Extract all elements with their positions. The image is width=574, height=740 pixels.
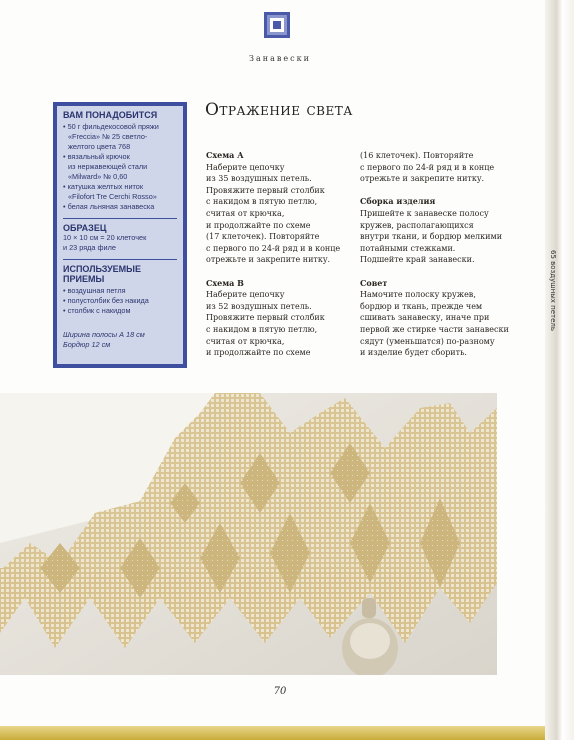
text-line: и продолжайте по схеме — [206, 348, 311, 358]
text-line: (16 клеточек). Повторяйте — [360, 151, 474, 160]
text-line: Наберите цепочку — [206, 162, 285, 172]
sample-line: 10 × 10 см = 20 клеточек — [63, 233, 147, 242]
text-line: первой же стирке части занавески — [360, 324, 509, 334]
text-line — [360, 266, 520, 278]
technique-item: • полустолбик без накида — [63, 296, 149, 305]
text-line: кружев, располагающихся — [360, 220, 474, 230]
technique-item: • воздушная петля — [63, 286, 126, 295]
text-line: с первого по 24-й ряд и в конце — [360, 162, 495, 172]
text-line: бордюр и ткань, прежде чем — [360, 301, 483, 311]
text-line: и продолжайте по схеме — [206, 220, 311, 230]
needed-line: • 50 г фильдекосовой пряжи — [63, 122, 159, 131]
text-line: отрежьте и закрепите нитку. — [206, 255, 331, 265]
text-line: Провяжите первый столбик — [206, 313, 325, 323]
page-number: 70 — [273, 686, 287, 697]
subsection-heading: Совет — [360, 277, 388, 288]
box-divider — [63, 253, 177, 260]
book-gutter — [545, 0, 574, 740]
needed-line: желтого цвета 768 — [68, 142, 131, 151]
text-line: отрежьте и закрепите нитку. — [360, 174, 485, 184]
book-logo-icon — [264, 12, 290, 38]
needed-heading: ВАМ ПОНАДОБИТСЯ — [63, 110, 158, 120]
box-divider — [63, 212, 177, 219]
needed-line: «Milward» № 0,60 — [68, 172, 128, 181]
size-note-line: Ширина полосы А 18 см — [63, 330, 145, 339]
text-column-1 — [206, 150, 356, 359]
text-line: считая от крючка, — [206, 208, 285, 218]
text-line: Подшейте край занавески. — [360, 255, 475, 265]
text-line — [360, 185, 520, 197]
needed-list — [63, 122, 177, 212]
text-line: сядут (уменьшатся) по-разному — [360, 336, 495, 346]
materials-box — [53, 102, 187, 368]
needed-line: «Filofort Tre Cerchi Rosso» — [68, 192, 157, 201]
text-line: из 35 воздушных петель. — [206, 174, 312, 184]
techniques-heading: ИСПОЛЬЗУЕМЫЕ ПРИЕМЫ — [63, 264, 141, 284]
text-line: с накидом в пятую петлю, — [206, 197, 318, 207]
text-line — [206, 266, 356, 278]
text-line: сшивать занавеску, иначе при — [360, 313, 490, 323]
text-line: с накидом в пятую петлю, — [206, 324, 318, 334]
article-title: Отражение света — [205, 100, 353, 120]
text-line: и изделие будет сборить. — [360, 348, 467, 358]
needed-line: из нержавеющей стали — [68, 162, 148, 171]
techniques-list — [63, 286, 177, 316]
subsection-heading: Схема А — [206, 150, 244, 160]
text-line: с первого по 24-й ряд и в конце — [206, 243, 341, 253]
text-line: из 52 воздушных петель. — [206, 301, 312, 311]
text-line: (17 клеточек). Повторяйте — [206, 232, 320, 242]
section-title: Занавески — [249, 54, 311, 63]
size-note — [63, 330, 177, 350]
text-line: Намочите полоску кружев, — [360, 290, 476, 300]
sample-line: и 23 ряда филе — [63, 243, 116, 252]
edge-text: 65 воздушных петель — [549, 250, 557, 331]
lace-curtain-photo — [0, 393, 497, 675]
needed-line: • катушка желтых ниток — [63, 182, 144, 191]
bottom-strip — [0, 726, 560, 740]
text-line: потайными стежками. — [360, 243, 456, 253]
needed-line: • белая льняная занавеска — [63, 202, 155, 211]
needed-line: • вязальный крючок — [63, 152, 130, 161]
technique-item: • столбик с накидом — [63, 306, 131, 315]
subsection-heading: Схема В — [206, 277, 244, 288]
sample-heading: ОБРАЗЕЦ — [63, 223, 107, 233]
text-line: внутри ткани, и бордюр мелкими — [360, 232, 503, 242]
subsection-heading: Сборка изделия — [360, 196, 436, 207]
needed-line: «Freccia» № 25 светло- — [68, 132, 148, 141]
size-note-line: Бордюр 12 см — [63, 340, 111, 349]
text-line: Пришейте к занавеске полосу — [360, 208, 489, 218]
text-line: Провяжите первый столбик — [206, 185, 325, 195]
text-column-2 — [360, 150, 520, 359]
text-line: Наберите цепочку — [206, 290, 285, 300]
text-line: считая от крючка, — [206, 336, 285, 346]
